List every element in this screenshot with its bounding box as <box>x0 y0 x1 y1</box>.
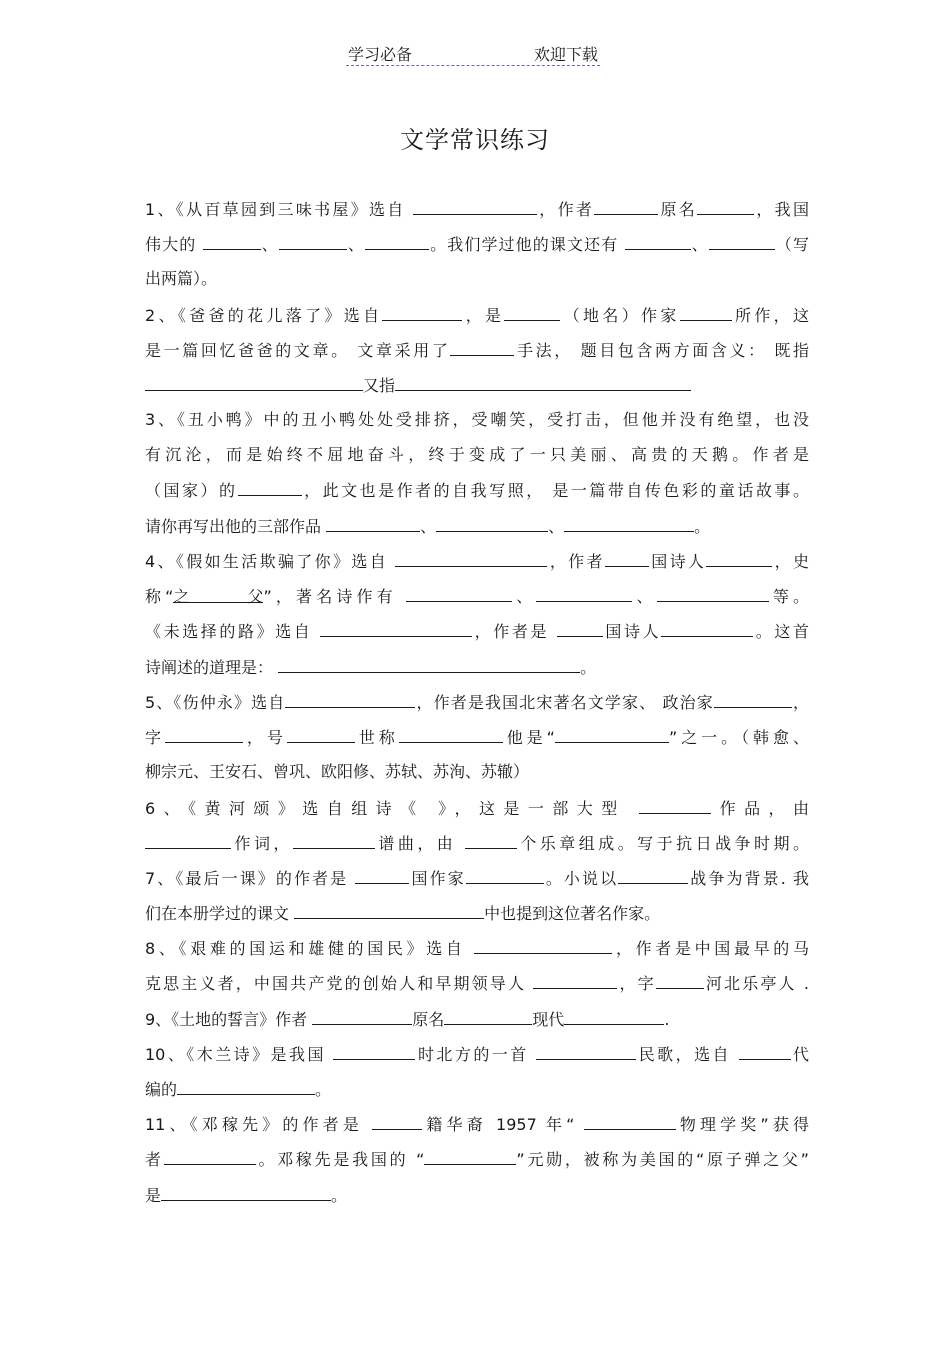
question-text: ，史 <box>772 552 809 571</box>
question-text: 手法， 题目包含两方面含义： 既指 <box>514 341 809 360</box>
question-text: 出两篇）。 <box>145 269 218 288</box>
answer-blank[interactable] <box>474 936 612 954</box>
question-text: 1、《从百草园到三味书屋》选自 <box>145 200 413 219</box>
answer-blank[interactable] <box>395 373 691 391</box>
answer-blank[interactable] <box>465 831 517 849</box>
question-text: 。 <box>580 658 597 677</box>
answer-blank[interactable] <box>555 725 669 743</box>
question-text: ”之一。（韩愈、 <box>668 728 809 747</box>
question-10-line <box>145 1077 809 1101</box>
answer-blank[interactable] <box>709 232 775 250</box>
answer-blank[interactable] <box>605 549 649 567</box>
answer-blank[interactable] <box>312 1007 412 1025</box>
answer-blank[interactable] <box>278 655 580 673</box>
answer-blank[interactable] <box>395 549 547 567</box>
question-text: 。 <box>694 517 711 536</box>
question-text: 。我们学过他的课文还有 <box>429 235 625 254</box>
answer-blank[interactable] <box>504 303 560 321</box>
question-text: 时北方的一首 <box>415 1045 537 1064</box>
answer-blank[interactable] <box>238 478 302 496</box>
question-text: ，作者 <box>547 552 605 571</box>
question-text: ，我国 <box>754 200 809 219</box>
question-text: 者 <box>145 1150 164 1169</box>
question-5 <box>145 690 809 714</box>
question-text: 个乐章组成。写于抗日战争时期。 <box>516 834 809 853</box>
answer-blank[interactable] <box>399 725 503 743</box>
question-8 <box>145 936 809 960</box>
question-text: 3、《丑小鸭》中的丑小鸭处处受排挤，受嘲笑，受打击，但他并没有绝望，也没 <box>145 410 809 429</box>
question-text: 2、《爸爸的花儿落了》选自 <box>145 306 383 325</box>
question-text: 国诗人 <box>648 552 707 571</box>
answer-blank[interactable] <box>444 1007 532 1025</box>
question-9 <box>145 1007 809 1031</box>
answer-blank[interactable] <box>680 303 732 321</box>
question-text: 代 <box>790 1045 809 1064</box>
question-text: 、 <box>512 587 537 606</box>
answer-blank[interactable] <box>706 549 772 567</box>
answer-blank[interactable] <box>164 1147 256 1165</box>
header-left-text: 学习必备 <box>348 45 413 64</box>
question-text: ，是 <box>462 306 505 325</box>
question-text: 称“ <box>145 587 174 606</box>
question-text: 编的 <box>145 1080 178 1099</box>
question-text: 11、《邓稼先》的作者是 <box>145 1115 373 1134</box>
question-text: 。小说以 <box>543 869 619 888</box>
page-title: 文学常识练习 <box>400 126 550 154</box>
question-5-line <box>145 725 809 749</box>
question-text: 又指 <box>363 376 396 395</box>
answer-blank[interactable] <box>424 1147 516 1165</box>
answer-blank[interactable] <box>661 619 753 637</box>
question-text: 克思主义者，中国共产党的创始人和早期领导人 <box>145 974 534 993</box>
answer-blank[interactable] <box>320 619 472 637</box>
question-6-line <box>145 831 809 855</box>
question-text: 现代 <box>532 1010 565 1029</box>
question-3-line <box>145 478 809 502</box>
answer-blank[interactable] <box>594 197 658 215</box>
header-right-text: 欢迎下载 <box>533 45 598 64</box>
question-text: ”元勋，被称为美国的“原子弹之父” <box>516 1150 809 1169</box>
answer-blank[interactable] <box>739 1042 791 1060</box>
question-11-line <box>145 1147 809 1171</box>
question-text: 谱曲，由 <box>374 834 465 853</box>
question-5-line <box>145 760 809 784</box>
answer-blank[interactable] <box>294 901 484 919</box>
question-text: 物理学奖”获得 <box>675 1115 809 1134</box>
question-text: . <box>664 1010 670 1029</box>
answer-blank[interactable] <box>287 725 355 743</box>
question-text: （国家）的 <box>145 481 238 500</box>
question-4-line <box>145 655 809 679</box>
question-text: ，作者是 <box>472 622 557 641</box>
question-3-line <box>145 514 809 538</box>
question-text: 字 <box>145 728 165 747</box>
question-6 <box>145 796 809 820</box>
question-text: （写 <box>774 235 809 254</box>
question-text: 6、《黄河颂》选自组诗《 》，这是一部大型 <box>145 799 640 818</box>
question-text: 们在本册学过的课文 <box>145 904 295 923</box>
question-text: 诗阐述的道理是： <box>145 658 279 677</box>
question-11 <box>145 1112 809 1136</box>
question-2-line <box>145 338 809 362</box>
question-text: ，号 <box>242 728 287 747</box>
question-7-line <box>145 901 809 925</box>
question-text: 10、《木兰诗》是我国 <box>145 1045 334 1064</box>
question-text: 、 <box>632 587 657 606</box>
question-text: 、 <box>346 235 365 254</box>
answer-blank[interactable] <box>382 303 462 321</box>
answer-blank[interactable] <box>293 831 375 849</box>
answer-blank[interactable] <box>165 725 243 743</box>
question-text: 。 <box>315 1080 332 1099</box>
question-10 <box>145 1042 809 1066</box>
question-text: 、 <box>548 517 565 536</box>
question-text: ，字 <box>617 974 656 993</box>
answer-blank[interactable] <box>697 197 754 215</box>
answer-blank[interactable] <box>355 866 409 884</box>
question-1-line <box>145 232 809 256</box>
answer-blank[interactable] <box>333 1042 415 1060</box>
answer-blank[interactable] <box>145 831 231 849</box>
answer-blank[interactable] <box>625 232 691 250</box>
question-text: 。邓稼先是我国的 “ <box>255 1150 425 1169</box>
answer-blank[interactable] <box>177 1077 315 1095</box>
answer-blank[interactable] <box>533 971 617 989</box>
question-3-line <box>145 443 809 467</box>
question-text: 民歌，选自 <box>636 1045 739 1064</box>
question-text: 国作家 <box>409 869 466 888</box>
answer-blank[interactable] <box>564 514 694 532</box>
question-text: 他是“ <box>502 728 555 747</box>
answer-blank[interactable] <box>161 1183 331 1201</box>
answer-blank[interactable] <box>466 866 544 884</box>
question-text: 世称 <box>354 728 399 747</box>
question-1 <box>145 197 809 221</box>
answer-blank[interactable] <box>365 232 429 250</box>
question-text: 、 <box>420 517 437 536</box>
question-text: 战争为背景. 我 <box>688 869 809 888</box>
answer-blank[interactable] <box>436 514 548 532</box>
question-text: ”，著名诗作有 <box>263 587 407 606</box>
question-text: 籍华裔 1957 年“ <box>422 1115 584 1134</box>
answer-blank[interactable] <box>406 584 512 602</box>
question-11-line <box>145 1183 809 1207</box>
answer-blank[interactable] <box>145 373 363 391</box>
question-text: 9、《土地的誓言》作者 <box>145 1010 313 1029</box>
question-2 <box>145 303 809 327</box>
question-text: 、 <box>260 235 279 254</box>
answer-blank[interactable] <box>557 619 603 637</box>
question-text: 是一篇回忆爸爸的文章。 文章采用了 <box>145 341 451 360</box>
answer-blank[interactable] <box>656 971 704 989</box>
answer-blank[interactable] <box>536 584 632 602</box>
question-text: ，此文也是作者的自我写照， 是一篇带自传色彩的童话故事。 <box>301 481 809 500</box>
question-text: 柳宗元、王安石、曾巩、欧阳修、苏轼、苏洵、苏辙） <box>145 762 530 781</box>
question-text: 国诗人 <box>602 622 662 641</box>
question-text: 河北乐亭人 . <box>703 974 809 993</box>
answer-blank[interactable] <box>714 690 792 708</box>
answer-blank[interactable] <box>564 1007 664 1025</box>
question-text: 。这首 <box>753 622 809 641</box>
question-3 <box>145 408 809 432</box>
question-7 <box>145 866 809 890</box>
question-text: ，作者是我国北宋著名文学家、 政治家 <box>415 693 714 712</box>
question-text: 所作，这 <box>731 306 809 325</box>
question-text: 原名 <box>412 1010 445 1029</box>
question-text: 有沉沦，而是始终不屈地奋斗，终于变成了一只美丽、高贵的天鹅。作者是 <box>145 445 809 464</box>
question-text: 5、《伤仲永》选自 <box>145 693 286 712</box>
answer-blank[interactable] <box>536 1042 636 1060</box>
answer-blank[interactable] <box>203 232 261 250</box>
answer-blank[interactable] <box>639 796 711 814</box>
question-4-line <box>145 619 809 643</box>
answer-blank[interactable] <box>285 690 415 708</box>
answer-blank[interactable] <box>326 514 420 532</box>
question-text: 。 <box>331 1186 348 1205</box>
answer-blank[interactable] <box>584 1112 676 1130</box>
answer-blank[interactable] <box>279 232 347 250</box>
header-dashed-rule <box>346 65 600 66</box>
answer-blank[interactable] <box>450 338 514 356</box>
answer-blank[interactable] <box>618 866 688 884</box>
question-8-line <box>145 971 809 995</box>
page-header <box>346 42 600 66</box>
question-1-line <box>145 267 809 291</box>
question-text: 原名 <box>658 200 698 219</box>
question-text: 中也提到这位著名作家。 <box>484 904 661 923</box>
question-2-line <box>145 373 809 397</box>
question-text: 、 <box>690 235 709 254</box>
answer-blank[interactable] <box>657 584 769 602</box>
question-text: 伟大的 <box>145 235 203 254</box>
question-text: 等。 <box>768 587 809 606</box>
question-text: ， <box>791 693 809 712</box>
question-text: 是 <box>145 1186 162 1205</box>
answer-blank[interactable] <box>372 1112 422 1130</box>
question-text: 《未选择的路》选自 <box>145 622 321 641</box>
question-4-line <box>145 584 809 608</box>
question-text: 作品，由 <box>711 799 809 818</box>
question-text: 7、《最后一课》的作者是 <box>145 869 356 888</box>
question-text: 8、《艰难的国运和雄健的国民》选自 <box>145 939 475 958</box>
question-text: （地名）作家 <box>560 306 680 325</box>
answer-blank[interactable] <box>413 197 537 215</box>
question-text: 作词， <box>231 834 293 853</box>
question-text: ，作者是中国最早的马 <box>612 939 809 958</box>
question-text: 4、《假如生活欺骗了你》选自 <box>145 552 396 571</box>
question-text: 请你再写出他的三部作品 <box>145 517 327 536</box>
question-4 <box>145 549 809 573</box>
answer-blank[interactable]: 之父 <box>173 587 264 606</box>
question-text: ，作者 <box>537 200 595 219</box>
